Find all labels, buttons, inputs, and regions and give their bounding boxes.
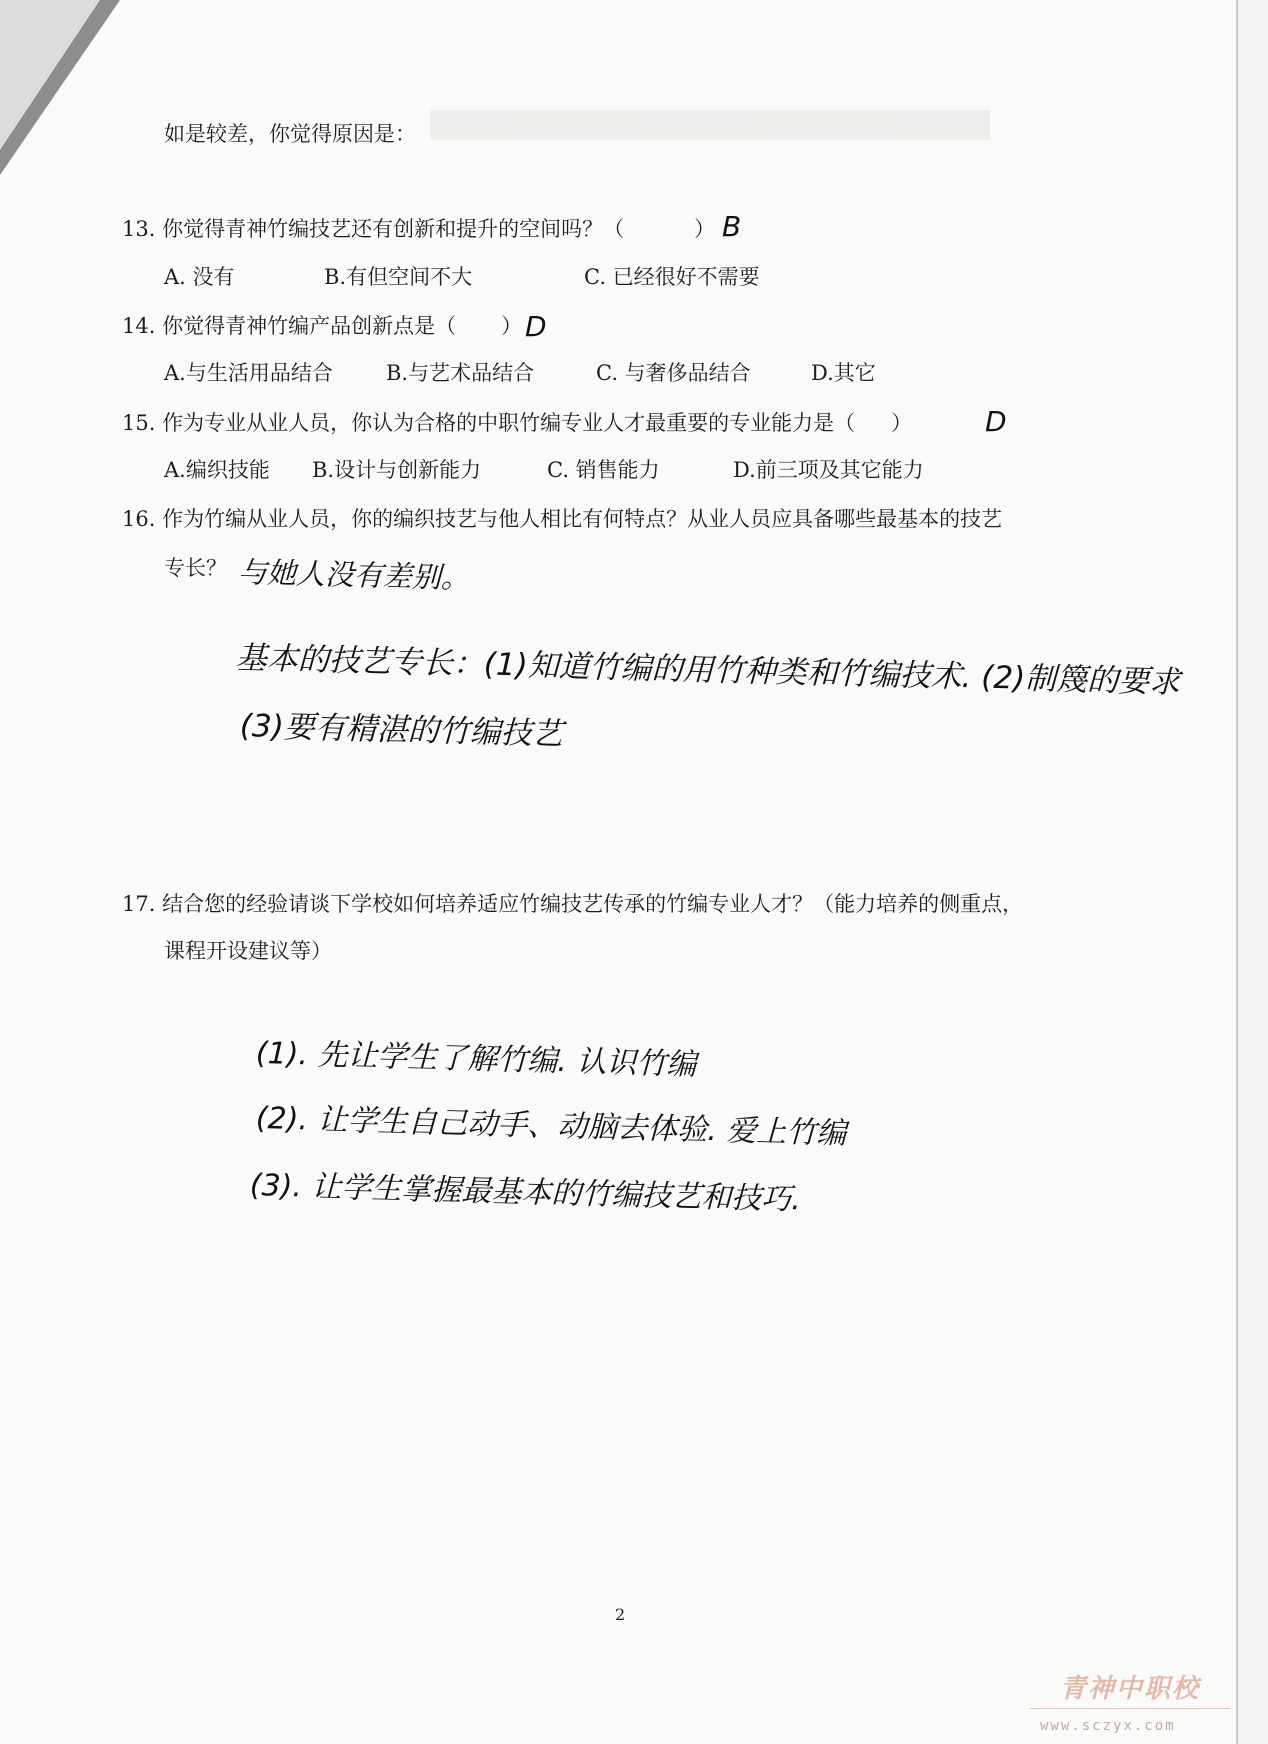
q17-handwritten-line3: (3). 让学生掌握最基本的竹编技艺和技巧. — [249, 1168, 802, 1218]
q16-question-line1: 16. 作为竹编从业人员，你的编织技艺与他人相比有何特点？从业人员应具备哪些最基本的技艺 — [122, 507, 1003, 531]
q17-question-line1: 17. 结合您的经验请谈下学校如何培养适应竹编技艺传承的竹编专业人才？（能力培养的侧重点， — [122, 892, 1024, 916]
page-number: 2 — [615, 1605, 626, 1624]
q17-handwritten-line1: (1). 先让学生了解竹编. 认识竹编 — [255, 1036, 697, 1083]
watermark-logo: 青神中职校 — [1060, 1674, 1201, 1704]
folded-corner-highlight — [0, 0, 100, 150]
q13-close-paren: ） — [694, 217, 716, 241]
q15-options — [164, 454, 924, 484]
q13-option-a: A. 没有 — [164, 265, 235, 289]
q15-option-c: C. 销售能力 — [547, 458, 660, 482]
q16-handwritten-line1: 与她人没有差别。 — [237, 555, 471, 596]
q14-question — [122, 310, 522, 340]
q15-handwritten-answer: D — [985, 405, 1007, 438]
q13-handwritten-answer: B — [722, 210, 742, 243]
q15-option-a: A.编织技能 — [164, 458, 270, 482]
q12-tail-text: 如是较差，你觉得原因是： — [164, 122, 416, 146]
q13-option-c: C. 已经很好不需要 — [584, 265, 760, 289]
q14-option-c: C. 与奢侈品结合 — [596, 361, 751, 385]
q16-handwritten-line3: (3)要有精湛的竹编技艺 — [239, 708, 564, 753]
q16-handwritten-line2: 基本的技艺专长：(1)知道竹编的用竹种类和竹编技术. (2)制篾的要求 — [235, 640, 1181, 701]
q15-close-paren: ） — [891, 411, 913, 435]
q13-options — [164, 261, 760, 291]
q14-option-d: D.其它 — [811, 361, 876, 385]
q13-question — [122, 213, 715, 243]
q17-question-line2: 课程开设建议等） — [164, 939, 332, 963]
q15-question-text: 15. 作为专业从业人员，你认为合格的中职竹编专业人才最重要的专业能力是（ — [122, 411, 856, 435]
watermark-url: www.sczyx.com — [1040, 1718, 1176, 1734]
q15-option-b: B.设计与创新能力 — [312, 458, 482, 482]
q14-close-paren: ） — [501, 314, 523, 338]
q15-option-d: D.前三项及其它能力 — [733, 458, 924, 482]
q14-option-a: A.与生活用品结合 — [164, 361, 333, 385]
q13-option-b: B.有但空间不大 — [324, 265, 473, 289]
q16-question-line2: 专长？ — [164, 556, 227, 580]
q17-handwritten-line2: (2). 让学生自己动手、动脑去体验. 爱上竹编 — [255, 1101, 847, 1152]
bleed-through-shadow — [430, 110, 990, 140]
watermark-rule — [1030, 1708, 1230, 1709]
q13-question-text: 13. 你觉得青神竹编技艺还有创新和提升的空间吗？（ — [122, 217, 625, 241]
q14-option-b: B.与艺术品结合 — [386, 361, 535, 385]
q14-handwritten-answer: D — [525, 310, 547, 343]
q14-options — [164, 357, 876, 387]
q15-question — [122, 407, 912, 437]
q14-question-text: 14. 你觉得青神竹编产品创新点是（ — [122, 314, 457, 338]
